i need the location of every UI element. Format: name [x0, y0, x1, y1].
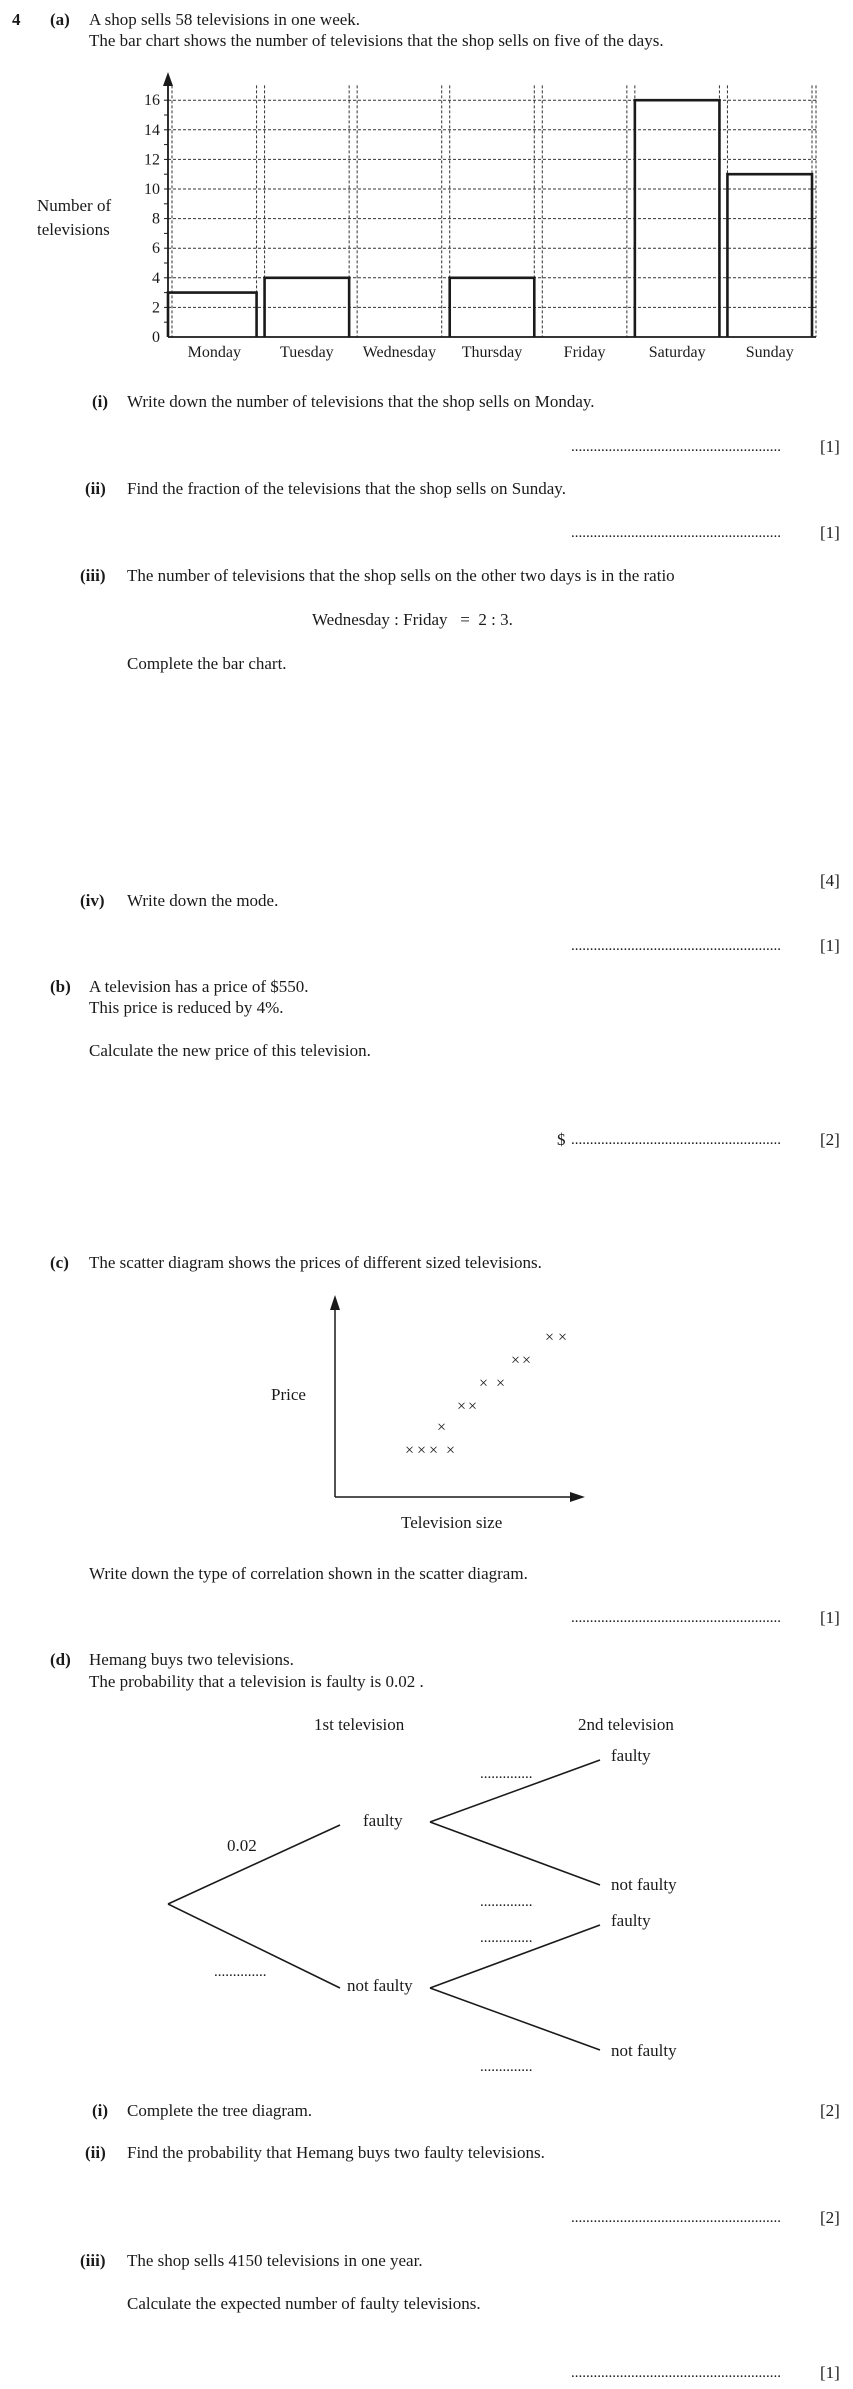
scatter-point: × [417, 1442, 427, 1459]
bar-chart-x-tick-label: Saturday [648, 344, 706, 361]
bar-chart-x-tick-label: Tuesday [280, 344, 334, 361]
bar-chart-x-tick-label: Monday [187, 344, 241, 361]
tree-blank-fn[interactable]: .............. [480, 1894, 533, 1910]
bar-chart-y-tick-label: 6 [152, 240, 160, 258]
tree-not-faulty-second-1: not faulty [611, 1875, 677, 1894]
part-d-label: (d) [50, 1650, 71, 1669]
a-ii-answer-line[interactable]: ........................................................ [571, 525, 781, 541]
scatter-point: × [496, 1375, 506, 1392]
d-ii-text: Find the probability that Hemang buys two faulty televisions. [127, 2143, 545, 2162]
d-ii-label: (ii) [85, 2143, 106, 2162]
tree-blank-nn[interactable]: .............. [480, 2059, 533, 2075]
part-c-mark: [1] [820, 1608, 840, 1627]
bar-chart-x-tick-label: Wednesday [362, 344, 437, 361]
tree-blank-not-faulty-first[interactable]: .............. [214, 1964, 267, 1980]
tree-faulty-second-2: faulty [611, 1911, 651, 1930]
bar-chart-y-tick-label: 16 [144, 92, 160, 110]
a-i-answer-line[interactable]: ........................................................ [571, 439, 781, 455]
part-a-label: (a) [50, 10, 70, 29]
d-ii-answer-line[interactable]: ........................................................ [571, 2210, 781, 2226]
a-iv-mark: [1] [820, 936, 840, 955]
part-b-currency: $ [557, 1130, 566, 1149]
scatter-xlabel: Television size [401, 1513, 503, 1532]
a-i-text: Write down the number of televisions that the shop sells on Monday. [127, 392, 595, 411]
scatter-point: × [522, 1352, 532, 1369]
a-ii-mark: [1] [820, 523, 840, 542]
d-iii-label: (iii) [80, 2251, 106, 2270]
bar-chart-ylabel-line2: televisions [37, 220, 110, 239]
part-d-line1: Hemang buys two televisions. [89, 1650, 294, 1669]
scatter-ylabel: Price [271, 1385, 306, 1404]
part-b-answer-line[interactable]: ........................................................ [571, 1132, 781, 1148]
a-iii-mark: [4] [820, 871, 840, 890]
tree-faulty-first: faulty [363, 1811, 403, 1830]
bar-chart-y-tick-label: 4 [152, 269, 160, 287]
a-iv-answer-line[interactable]: ........................................................ [571, 938, 781, 954]
part-d-line2: The probability that a television is faulty is 0.02 . [89, 1672, 424, 1691]
a-iii-ratio: Wednesday : Friday = 2 : 3. [312, 610, 513, 629]
a-i-mark: [1] [820, 437, 840, 456]
d-i-mark: [2] [820, 2101, 840, 2120]
a-iv-text: Write down the mode. [127, 891, 279, 910]
scatter-point: × [545, 1329, 555, 1346]
part-b-instruction: Calculate the new price of this television. [89, 1041, 371, 1060]
bar-chart-y-tick-label: 0 [152, 329, 160, 346]
tree-second-header: 2nd television [578, 1715, 674, 1734]
part-c-instruction: Write down the type of correlation shown in the scatter diagram. [89, 1564, 528, 1583]
part-b-line2: This price is reduced by 4%. [89, 998, 284, 1017]
d-iii-instruction: Calculate the expected number of faulty televisions. [127, 2294, 481, 2313]
scatter-point: × [457, 1398, 467, 1415]
part-a-intro-line2: The bar chart shows the number of televisions that the shop sells on five of the days. [89, 31, 664, 50]
d-iii-answer-line[interactable]: ........................................................ [571, 2365, 781, 2381]
scatter-point: × [405, 1442, 415, 1459]
scatter-point: × [479, 1375, 489, 1392]
scatter-point: × [446, 1442, 456, 1459]
bar-chart-y-tick-label: 12 [144, 151, 160, 169]
tree-not-faulty-first: not faulty [347, 1976, 413, 1995]
part-b-mark: [2] [820, 1130, 840, 1149]
part-a-intro-line1: A shop sells 58 televisions in one week. [89, 10, 361, 29]
tree-not-faulty-second-2: not faulty [611, 2041, 677, 2060]
scatter-point: × [558, 1329, 568, 1346]
tree-blank-ff[interactable]: .............. [480, 1766, 533, 1782]
a-iii-text: The number of televisions that the shop sells on the other two days is in the ratio [127, 566, 675, 585]
part-c-label: (c) [50, 1253, 69, 1272]
bar-chart-y-tick-label: 2 [152, 299, 160, 317]
bar-chart-y-tick-label: 10 [144, 181, 160, 198]
tree-faulty-second-1: faulty [611, 1746, 651, 1765]
scatter-point: × [511, 1352, 521, 1369]
bar-chart-ylabel-line1: Number of [37, 196, 112, 215]
part-c-answer-line[interactable]: ........................................................ [571, 1610, 781, 1626]
d-iii-text: The shop sells 4150 televisions in one year. [127, 2251, 423, 2270]
bar-chart-x-tick-label: Sunday [745, 344, 794, 361]
part-c-intro: The scatter diagram shows the prices of different sized televisions. [89, 1253, 542, 1272]
tree-prob-faulty-first: 0.02 [227, 1836, 257, 1855]
scatter-point: × [429, 1442, 439, 1459]
a-ii-text: Find the fraction of the televisions that the shop sells on Sunday. [127, 479, 566, 498]
a-ii-label: (ii) [85, 479, 106, 498]
d-iii-mark: [1] [820, 2363, 840, 2382]
part-b-label: (b) [50, 977, 71, 996]
bar-chart-y-tick-label: 8 [152, 210, 160, 228]
a-iii-label: (iii) [80, 566, 106, 585]
question-number: 4 [12, 10, 21, 29]
scatter-point: × [468, 1398, 478, 1415]
a-iii-instruction: Complete the bar chart. [127, 654, 287, 673]
bar-chart-x-tick-label: Thursday [461, 344, 523, 361]
a-iv-label: (iv) [80, 891, 105, 910]
bar-chart-y-tick-label: 14 [144, 121, 160, 139]
d-i-label: (i) [92, 2101, 109, 2120]
d-ii-mark: [2] [820, 2208, 840, 2227]
bar-chart-x-tick-label: Friday [563, 344, 606, 361]
part-b-line1: A television has a price of $550. [89, 977, 309, 996]
a-i-label: (i) [92, 392, 109, 411]
tree-first-header: 1st television [314, 1715, 405, 1734]
tree-blank-nf[interactable]: .............. [480, 1930, 533, 1946]
d-i-text: Complete the tree diagram. [127, 2101, 313, 2120]
scatter-point: × [437, 1419, 447, 1436]
